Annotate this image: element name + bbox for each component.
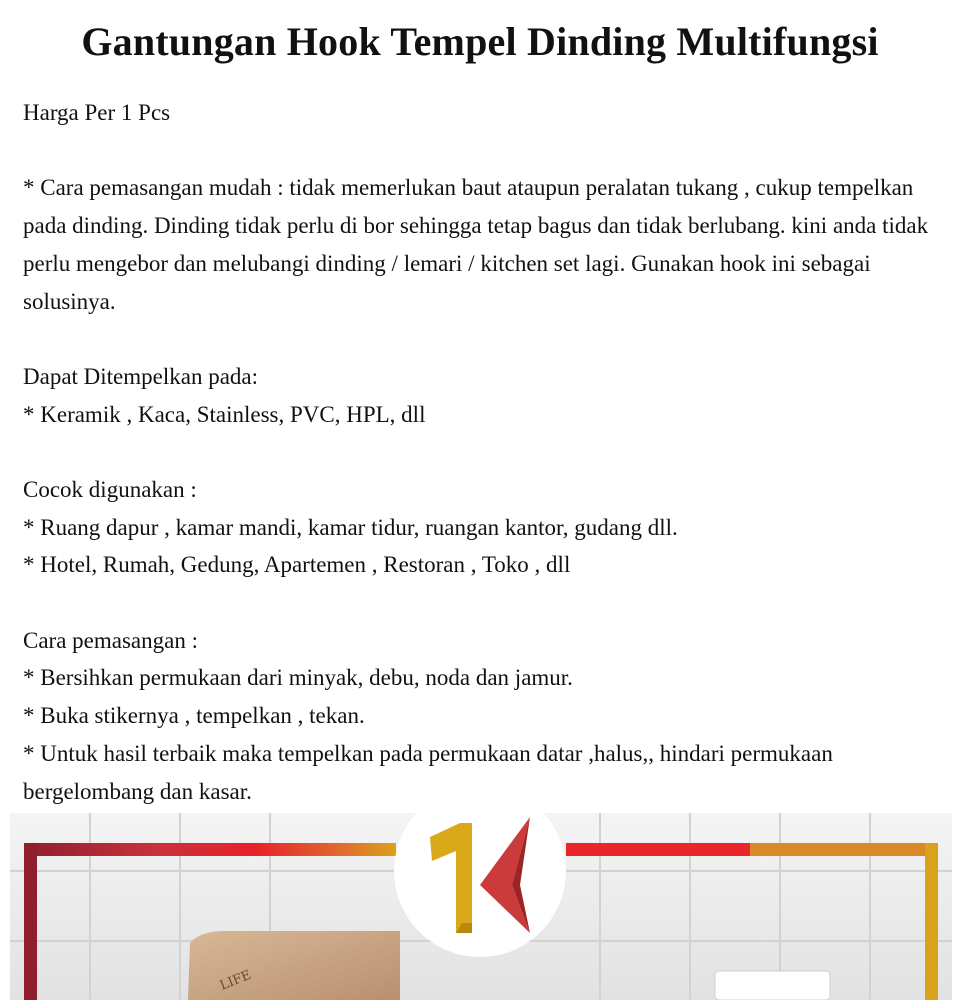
- page-title: Gantungan Hook Tempel Dinding Multifungsi: [81, 19, 879, 64]
- installation-heading: Cara pemasangan :: [23, 627, 198, 653]
- surfaces-heading: Dapat Ditempelkan pada:: [23, 363, 259, 389]
- surfaces-item: * Keramik , Kaca, Stainless, PVC, HPL, dll: [23, 401, 426, 427]
- installation-item: * Untuk hasil terbaik maka tempelkan pada permukaan datar ,halus,, hindari permukaan bergelombang dan kasar.: [23, 740, 833, 804]
- product-photo-illustration: [10, 813, 952, 1000]
- installation-item: * Buka stikernya , tempelkan , tekan.: [23, 703, 365, 729]
- usage-heading: Cocok digunakan :: [23, 476, 197, 502]
- product-description: [23, 94, 943, 810]
- board-text: LIFE: [217, 967, 254, 994]
- usage-item: * Ruang dapur , kamar mandi, kamar tidur, ruangan kantor, gudang dll.: [23, 514, 678, 540]
- installation-item: * Bersihkan permukaan dari minyak, debu, noda dan jamur.: [23, 665, 573, 691]
- install-easy-paragraph: * Cara pemasangan mudah : tidak memerlukan baut ataupun peralatan tukang , cukup tempelkan pada dinding. Dinding tidak perlu di bor sehingga tetap bagus dan tidak berlubang. kini anda tidak perlu mengebor dan melubangi dinding / lemari / kitchen set lagi. Gunakan hook ini sebagai solusinya.: [23, 175, 929, 314]
- price-line: Harga Per 1 Pcs: [23, 100, 171, 125]
- usage-item: * Hotel, Rumah, Gedung, Apartemen , Restoran , Toko , dll: [23, 552, 571, 578]
- product-photo: [10, 813, 952, 1000]
